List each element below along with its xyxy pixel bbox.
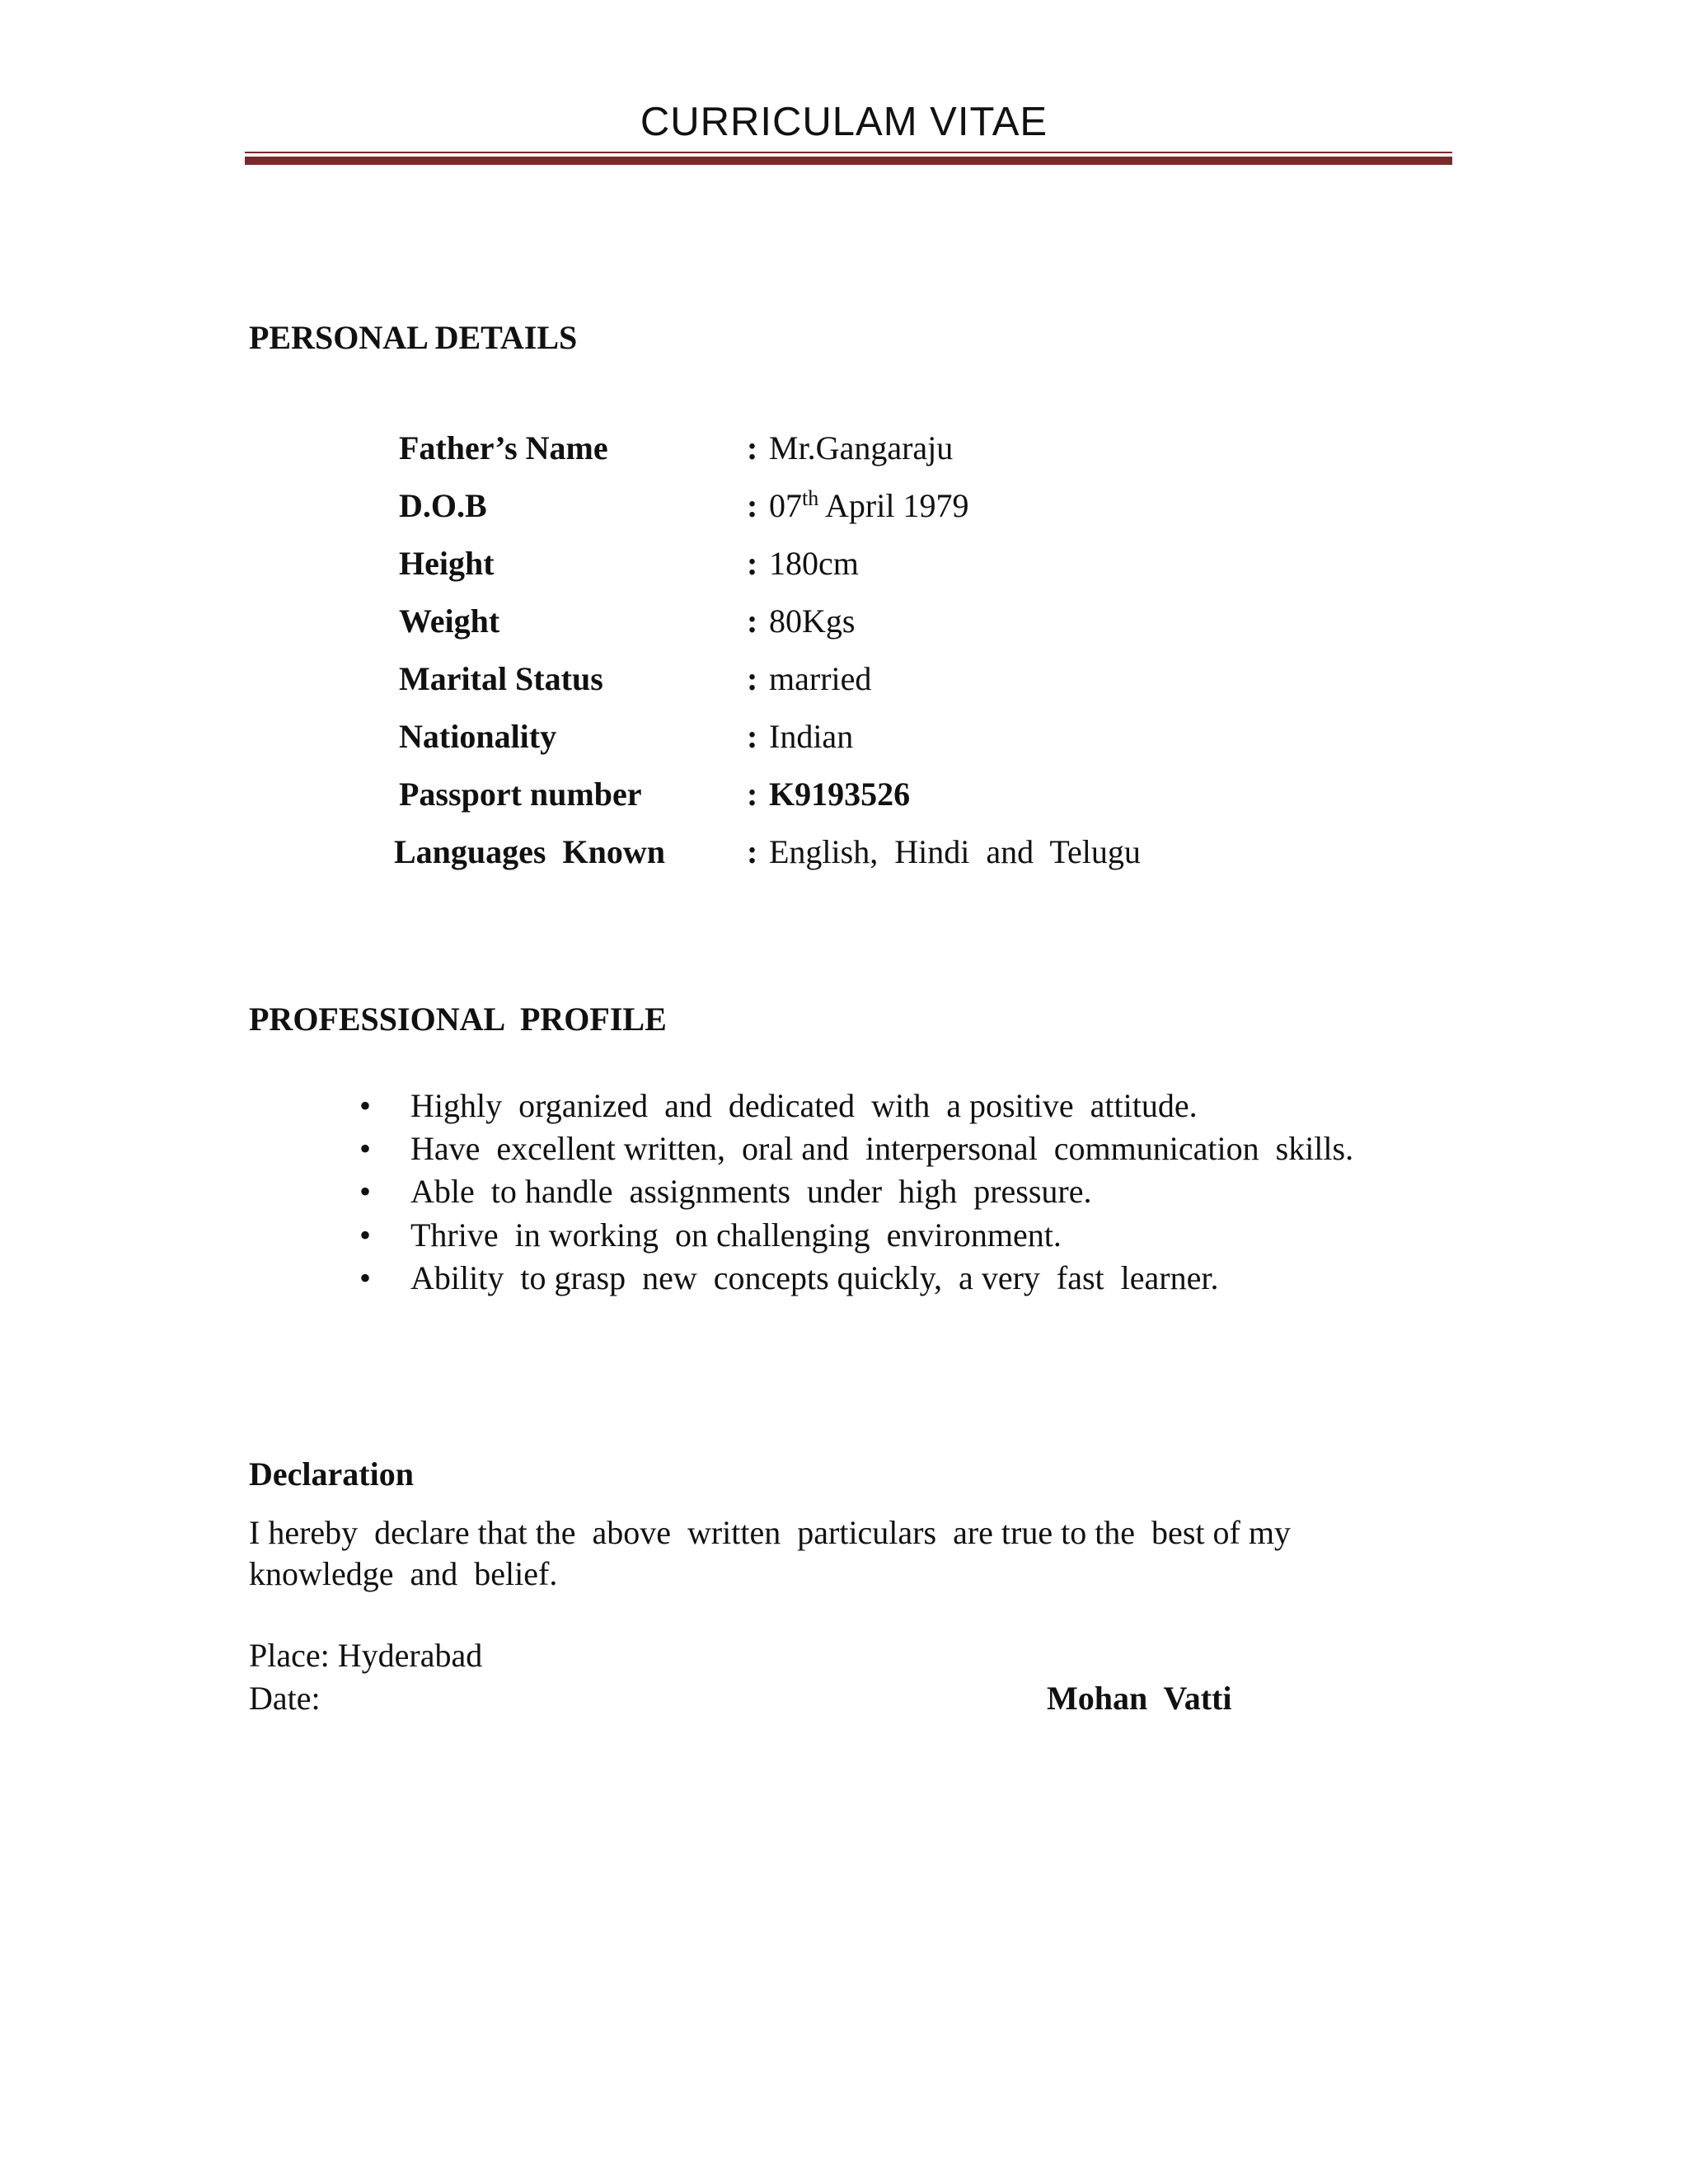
- detail-label: Languages Known: [394, 833, 665, 870]
- detail-value: married: [769, 660, 872, 697]
- detail-value: Indian: [769, 718, 854, 755]
- detail-row-marital-status: [0, 659, 1688, 701]
- bullet-text: Thrive in working on challenging environment.: [410, 1216, 1062, 1254]
- detail-value: K9193526: [769, 776, 911, 813]
- detail-row-weight: [0, 602, 1688, 643]
- detail-row-height: [0, 544, 1688, 585]
- bullet-text: Able to handle assignments under high pressure.: [410, 1173, 1092, 1210]
- bullet-text: Have excellent written, oral and interpersonal communication skills.: [410, 1130, 1354, 1167]
- declaration-heading: Declaration: [249, 1455, 414, 1493]
- detail-value: 180cm: [769, 545, 859, 582]
- detail-label: Height: [399, 545, 495, 582]
- detail-label: Nationality: [399, 718, 557, 755]
- detail-label: Passport number: [399, 776, 642, 813]
- detail-label: D.O.B: [399, 487, 487, 524]
- declaration-text-line-1: I hereby declare that the above written particulars are true to the best of my: [249, 1514, 1291, 1551]
- detail-separator: :: [747, 545, 758, 582]
- detail-label: Marital Status: [399, 660, 603, 697]
- detail-label: Weight: [399, 602, 500, 640]
- bullet-dot-icon: •: [359, 1173, 372, 1210]
- page-title: CURRICULAM VITAE: [640, 100, 1048, 144]
- personal-details-heading: PERSONAL DETAILS: [249, 319, 578, 356]
- bullet-dot-icon: •: [359, 1087, 372, 1124]
- detail-row-fathers-name: [0, 429, 1688, 470]
- title-rule-thick: [245, 157, 1452, 165]
- signature-name: Mohan Vatti: [1047, 1680, 1232, 1717]
- detail-separator: :: [747, 487, 758, 524]
- detail-value: 80Kgs: [769, 602, 856, 640]
- title-rule-thin: [245, 152, 1452, 153]
- detail-row-languages-known: [0, 832, 1688, 874]
- detail-row-dob: [0, 486, 1688, 527]
- professional-profile-heading: PROFESSIONAL PROFILE: [249, 1001, 667, 1038]
- bullet-dot-icon: •: [359, 1216, 372, 1254]
- detail-separator: :: [747, 718, 758, 755]
- bullet-text: Highly organized and dedicated with a positive attitude.: [410, 1087, 1198, 1124]
- detail-row-nationality: [0, 717, 1688, 758]
- bullet-dot-icon: •: [359, 1130, 372, 1167]
- dob-month-year: April 1979: [818, 487, 969, 524]
- detail-value: [769, 486, 968, 525]
- detail-separator: :: [747, 660, 758, 697]
- dob-day: 07: [769, 487, 802, 524]
- bullet-text: Ability to grasp new concepts quickly, a very fast learner.: [410, 1259, 1219, 1296]
- detail-separator: :: [747, 602, 758, 640]
- detail-row-passport-number: [0, 775, 1688, 816]
- detail-separator: :: [747, 776, 758, 813]
- declaration-text-line-2: knowledge and belief.: [249, 1555, 558, 1592]
- detail-value: Mr.Gangaraju: [769, 429, 954, 466]
- place-line: Place: Hyderabad: [249, 1637, 483, 1674]
- detail-separator: :: [747, 833, 758, 870]
- date-line: Date:: [249, 1680, 321, 1717]
- bullet-dot-icon: •: [359, 1259, 372, 1296]
- detail-value: English, Hindi and Telugu: [769, 833, 1141, 870]
- detail-label: Father’s Name: [399, 429, 608, 466]
- detail-separator: :: [747, 429, 758, 466]
- dob-day-suffix: th: [802, 486, 819, 510]
